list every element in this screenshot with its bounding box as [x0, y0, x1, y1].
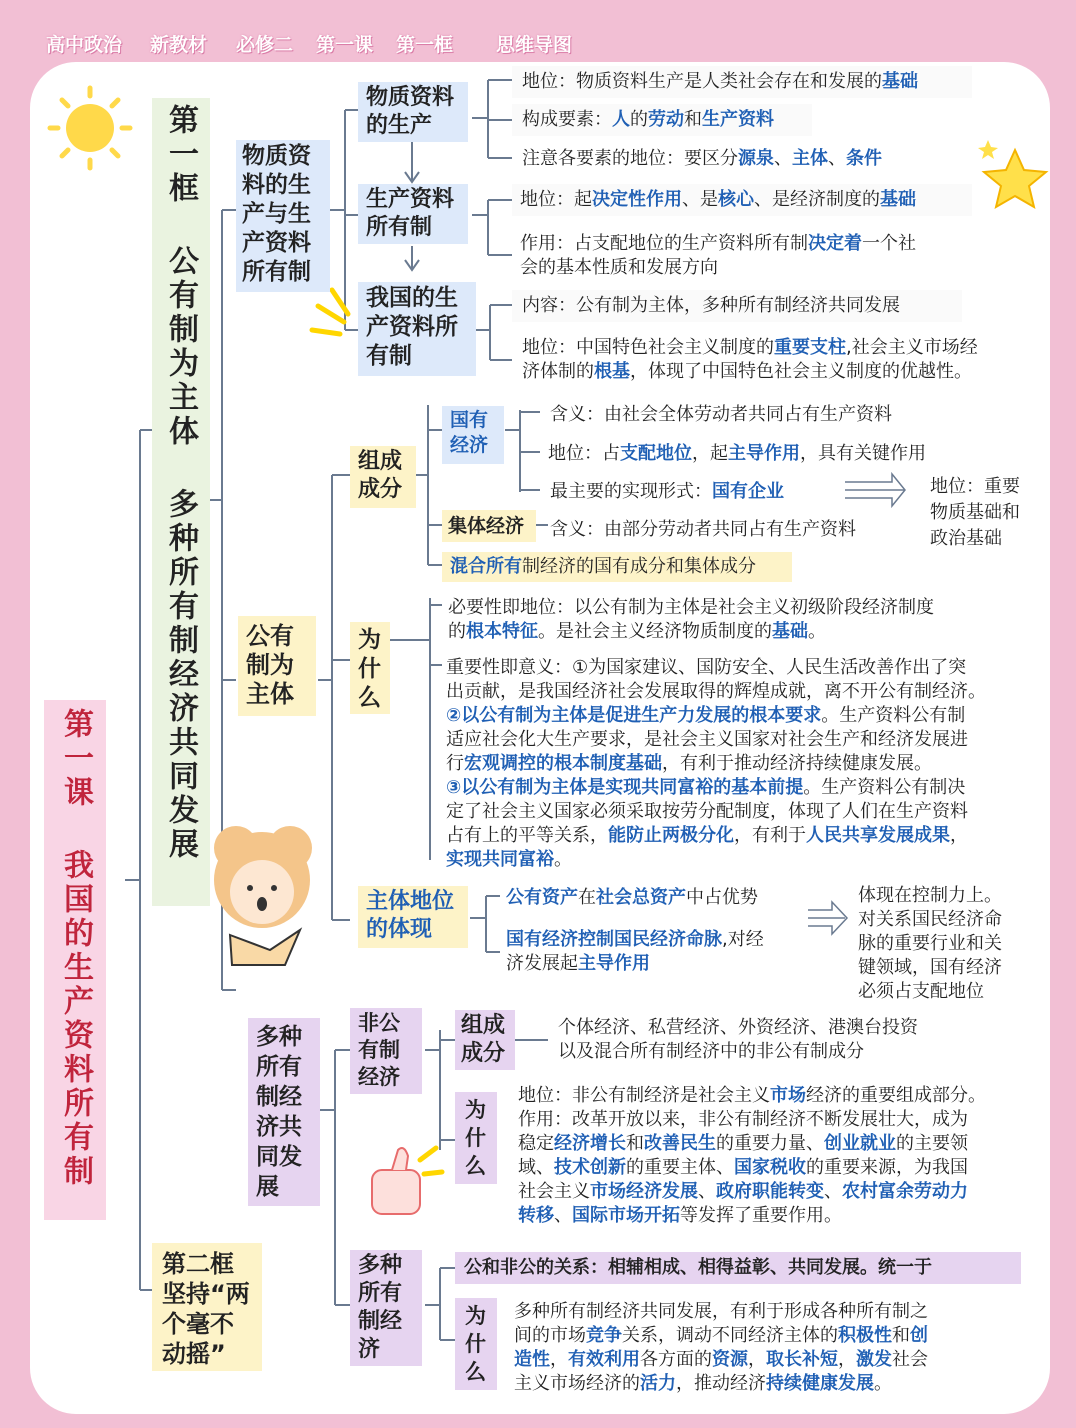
leaf-state-status: 地位：占支配地位，起主导作用，具有关键作用 [548, 443, 926, 464]
node-multi-ownership-2: 多种所有制经济 [350, 1250, 422, 1366]
node-main-status-label: 主体地位的体现 [366, 889, 455, 942]
header-frame: 第一框 [396, 34, 454, 56]
leaf-state-control: 国有经济控制国民经济命脉,对经 济发展起主导作用 [506, 929, 764, 974]
leaf-own-function: 作用：占支配地位的生产资料所有制决定着一个社 会的基本性质和发展方向 [520, 233, 916, 278]
leaf-nonpub-role: 地位：非公有制经济是社会主义市场经济的重要组成部分。 作用：改革开放以来，非公有制经济不断发展壮大，成为 稳定经济增长和改善民生的重要力量、创业就业的主要领 域、技术创新的重要主体、国家税收的重要来源，为我国 社会主义市场经济发展、政府职能转变、农村富余劳动力 转移、国际市场开拓等发挥了重要作用。 [518, 1085, 986, 1226]
leaf-state-basis: 地位：重要 物质基础和 政治基础 [930, 476, 1020, 549]
leaf-nonpub-components: 个体经济、私营经济、外资经济、港澳台投资 以及混合所有制经济中的非公有制成分 [558, 1017, 918, 1062]
header-subject: 高中政治 [46, 34, 123, 56]
thumbs-up-icon [372, 1148, 420, 1214]
leaf-mixed: 混合所有制经济的国有成分和集体成分 [450, 556, 756, 577]
leaf-prod-note: 注意各要素的地位：要区分源泉、主体、条件 [522, 148, 882, 169]
node-composition-2: 组成成分 [455, 1010, 515, 1070]
node-china-ownership: 我国的生产资料所有制 [358, 282, 476, 376]
lesson-title-box [44, 700, 106, 1220]
node-why-multi: 为什么 [455, 1298, 497, 1390]
leaf-cn-status: 地位：中国特色社会主义制度的重要支柱,社会主义市场经 济体制的根基，体现了中国特色社会主义制度的优越性。 [522, 337, 978, 382]
node-state-economy: 国有经济 [442, 406, 504, 464]
leaf-importance: 重要性即意义：①为国家建议、国防安全、人民生活改善作出了突 出贡献，是我国经济社会发展取得的辉煌成就，离不开公有制经济。 ②以公有制为主体是促进生产力发展的根本要求。生产资料公有制 适应社会化大生产要求，是社会主义国家对社会生产和经济发展进 行宏观调控的根本制度基础，有利于推动经济持续健康发展。 ③以公有制为主体是实现共同富裕的基本前提。生产资料公有制决 定了社会主义国家必须采取按劳分配制度，体现了人们在生产资料 占有上的平等关系，能防止两极分化，有利于人民共享发展成果， 实现共同富裕。 [446, 657, 986, 870]
header-edition: 新教材 [150, 34, 208, 56]
node-means-of-production: 物质资料的生产与生产资料所有制 [236, 140, 330, 292]
node-public-ownership: 公有制为主体 [238, 616, 316, 716]
leaf-state-meaning: 含义：由社会全体劳动者共同占有生产资料 [550, 404, 892, 425]
frame1-title: 第一框 公有制为主体 多种所有制经济共同发展 [163, 104, 198, 862]
leaf-coll-meaning: 含义：由部分劳动者共同占有生产资料 [550, 519, 856, 540]
node-composition: 组成成分 [350, 446, 416, 508]
node-ownership: 生产资料所有制 [358, 184, 468, 244]
header-lesson: 第一课 [316, 34, 374, 56]
leaf-own-status: 地位：起决定性作用、是核心、是经济制度的基础 [520, 189, 916, 210]
node-non-public: 非公有制经济 [350, 1008, 422, 1094]
leaf-state-form: 最主要的实现形式：国有企业 [550, 481, 784, 502]
header-mindmap: 思维导图 [496, 34, 573, 56]
star-icon [978, 140, 1046, 207]
frame2-title: 第二框坚持“两个毫不动摇” [152, 1243, 262, 1371]
node-collective-economy: 集体经济 [442, 510, 536, 542]
leaf-prod-status: 地位：物质资料生产是人类社会存在和发展的基础 [522, 71, 918, 92]
leaf-cn-content: 内容：公有制为主体，多种所有制经济共同发展 [522, 295, 900, 316]
leaf-public-assets: 公有资产在社会总资产中占优势 [506, 887, 758, 908]
node-material-production: 物质资料的生产 [358, 82, 468, 142]
node-why-nonpublic: 为什么 [455, 1092, 497, 1184]
frame1-box [152, 98, 210, 906]
sun-icon [50, 88, 130, 168]
leaf-prod-elements: 构成要素：人的劳动和生产资料 [522, 109, 774, 130]
cartoon-girl-icon [214, 826, 312, 965]
lesson-title: 第一课 我国的生产资料所有制 [58, 708, 93, 1189]
node-why-public: 为什么 [350, 622, 390, 714]
header-book: 必修二 [236, 34, 294, 56]
leaf-control-power: 体现在控制力上。 对关系国民经济命 脉的重要行业和关 键领域，国有经济 必须占支配地位 [858, 885, 1002, 1002]
leaf-relationship: 公和非公的关系：相辅相成、相得益彰、共同发展。统一于 [464, 1257, 932, 1278]
node-multiple-ownership: 多种所有制经济共同发展 [248, 1018, 320, 1206]
leaf-necessity: 必要性即地位：以公有制为主体是社会主义初级阶段经济制度 的根本特征。是社会主义经济物质制度的基础。 [448, 597, 934, 642]
node-main-status [358, 886, 468, 948]
leaf-multi-benefit: 多种所有制经济共同发展，有利于形成各种所有制之 间的市场竞争关系，调动不同经济主体的积极性和创 造性，有效利用各方面的资源，取长补短，激发社会 主义市场经济的活力，推动经济持续健康发展。 [514, 1301, 928, 1394]
